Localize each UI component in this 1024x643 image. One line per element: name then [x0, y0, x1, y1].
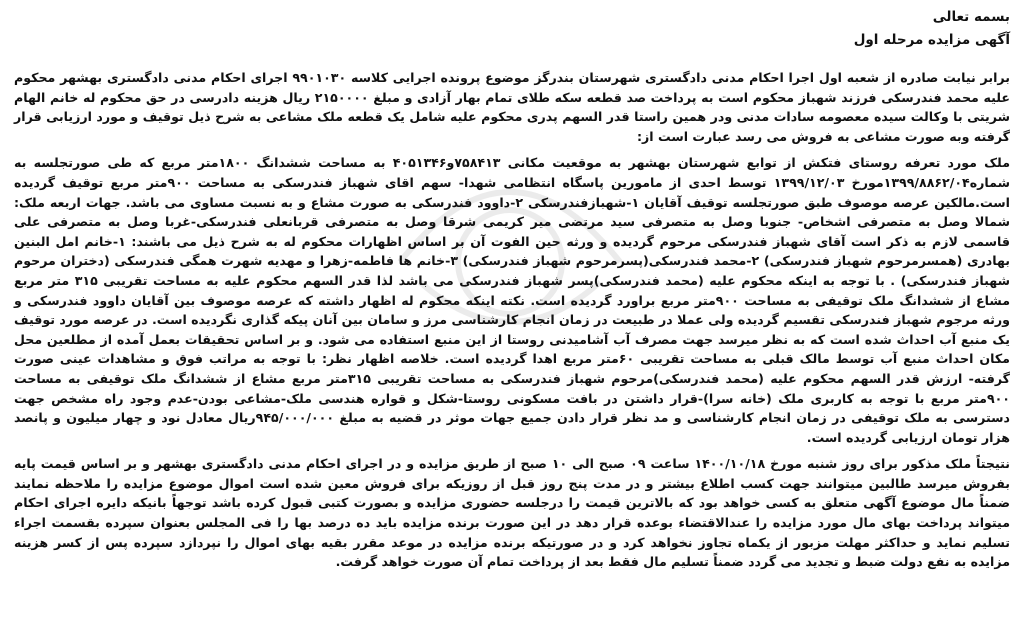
auction-terms-paragraph: نتیجتاً ملک مذکور برای روز شنبه مورخ ۱۴۰۰/۱۰/۱۸ ساعت ۰۹ صبح الی ۱۰ صبح از طریق مزایده و در اجرای احکام مدنی دادگستری بهشهر و بر اساس قیمت پایه بفروش میرسد طالبین میتوانند جهت کسب اطلاع بیشتر و در مدت پنج روز قبل از روزیکه برای فروش معین شده است اموال موضوع مزایده را ملاحظه نمایند ضمناً مال موضوع آگهی متعلق به کسی خواهد بود که بالاترین قیمت را درجلسه حضوری مزایده و بصورت کتبی قبول کرده باشد توجهاً بانیکه دایره اجرای احکام میتواند پرداخت بهای مال مورد مزایده را عندالاقتضاء بوعده قرار دهد در این صورت برنده مزایده باید ده درصد بها را فی المجلس بعنوان سپرده بقسمت اجراء تسلیم نماید و حداکثر مهلت مزبور از یکماه تجاوز نخواهد کرد و در صورتیکه برنده مزایده در موعد مقرر بقیه بهای اموال را نپردازد سپرده پس از کسر هزینه مزایده به نفع دولت ضبط و تجدید می گردد ضمناً تسلیم مال فقط بعد از پرداخت تمام آن صورت خواهد گرفت. — [14, 456, 1011, 570]
intro-paragraph: برابر نیابت صادره از شعبه اول اجرا احکام مدنی دادگستری شهرستان بندرگز موضوع پرونده اجرایی کلاسه ۹۹۰۱۰۳۰ اجرای احکام مدنی دادگستری بهشهر محکوم علیه محمد فندرسکی فرزند شهباز محکوم است به پرداخت صد قطعه سکه طلای تمام بهار آزادی و مبلغ ۲۱۵۰۰۰۰ ریال هزینه دادرسی در حق محکوم له خانم الهام شریتی با وکالت سیده معصومه سادات مدنی ودر همین راستا قدر السهم پدری محکوم علیه شامل یک قطعه ملک مشاعی به شرح ذیل توقیف و مورد ارزیابی قرار گرفته وبه صورت مشاعی به فروش می رسد عبارت است از: — [14, 70, 1010, 144]
basmala-heading: بسمه تعالی — [932, 9, 1010, 25]
notice-title: آگهی مزایده مرحله اول — [853, 32, 1010, 48]
property-description-paragraph: ملک مورد تعرفه روستای فتکش از توابع شهرستان بهشهر به موقعیت مکانی ۷۵۸۴۱۳و۴۰۵۱۳۴۶ به مساحت ششدانگ ۱۸۰۰متر مربع که طی صورتجلسه به شماره۱۳۹۹/۸۸۶۲/۰۴مورخ ۱۳۹۹/۱۲/۰۳ توسط احدی از مامورین پاسگاه انتظامی شهدا- سهم اقای شهباز فندرسکی به مساحت ۹۰۰متر مربع توقیف گردیده است.مالکین عرصه موصوف طبق صورتجلسه توقیف آقایان ۱-شهبازفندرسکی ۲-داوود فندرسکی به صورت مشاع و به نسبت مساوی می باشد. جهات اربعه ملک: شمالا وصل به متصرفی اشخاص- جنوبا وصل به متصرفی سید مرتضی میر کریمی شرقا وصل به متصرفی قربانعلی فندرسکی-غربا وصل به متصرفی علی قاسمی لازم به ذکر است آقای شهباز فندرسکی مرحوم گردیده و ورثه حین الفوت آن بر اساس اظهارات محکوم له به شرح ذیل می باشند: ۱-خانم امل البنین بهادری (همسرمرحوم شهباز فندرسکی) ۲-محمد فندرسکی(پسرمرحوم شهباز فندرسکی) ۳-خانم ها فاطمه-زهرا و مهدیه شهرت همگی فندرسکی (دختران مرحوم شهباز فندرسکی) . با توجه به اینکه محکوم علیه (محمد فندرسکی)پسر شهباز فندرسکی می باشد لذا قدر السهم محکوم علیه به مساحت تقریبی ۳۱۵ متر مربع مشاع از ششدانگ ملک توقیفی به مساحت ۹۰۰متر مربع براورد گردیده است. نکته اینکه محکوم له اظهار داشته که عرصه موصوف بین آقایان داوود فندرسکی و ورثه مرجوم شهباز فندرسکی تقسیم گردیده ولی عملا در طبیعت در زمان انجام کارشناسی مرز و سامان بین آنان پیکه گذاری نگردیده است. در عرصه مورد توقیف یک منبع آب احداث شده است که به نظر میرسد جهت مصرف آب آشامیدنی روستا از این منبع استفاده می شود. و بر اساس تحقیقات بعمل آمده از مطلعین محل مکان احداث منبع آب توسط مالک قبلی به مساحت تقریبی ۶۰متر مربع اهدا گردیده است. خلاصه اظهار نظر: با توجه به مراتب فوق و مشاهدات عینی صورت گرفته- ارزش قدر السهم محکوم علیه (محمد فندرسکی)مرحوم شهباز فندرسکی به مساحت تقریبی ۳۱۵متر مربع مشاع از ششدانگ ملک توقیفی به مساحت ۹۰۰متر مربع با توجه به کاربری ملک (خانه سرا)-قرار داشتن در بافت مسکونی روستا-شکل و قواره هندسی ملک-مشاعی بودن-عدم وجود راه مشخص جهت دسترسی به ملک توقیفی در زمان انجام کارشناسی و مد نظر قرار دادن جمیع جهات موثر در قضیه به مبلغ ۹۴۵/۰۰۰/۰۰۰ریال معادل نود و چهار میلیون و پانصد هزار تومان ارزیابی گردیده است. — [14, 155, 1011, 445]
